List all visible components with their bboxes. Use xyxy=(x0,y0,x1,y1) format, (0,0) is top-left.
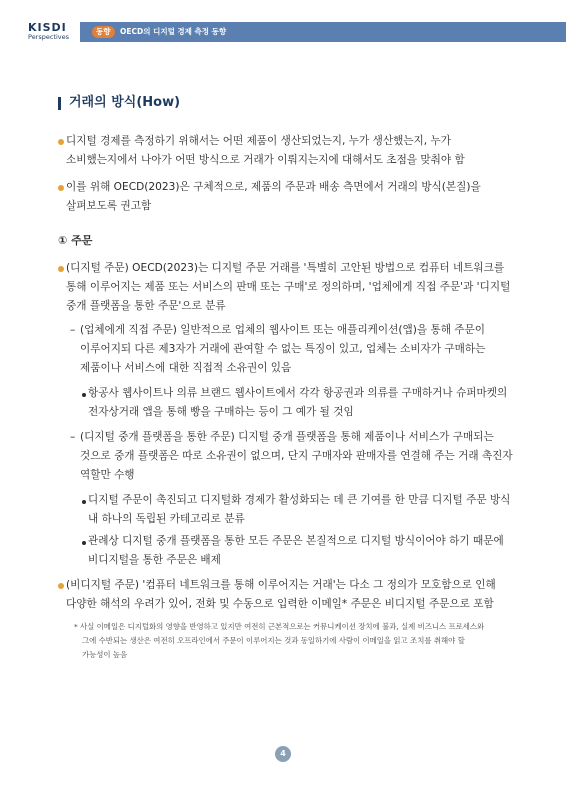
text-line: 관례상 디지털 중개 플랫폼을 통한 모든 주문은 본질적으로 디지털 방식이어야 하기 때문에 xyxy=(88,535,504,547)
text-line: (비디지털 주문) '컴퓨터 네트워크를 통해 이루어지는 거래'는 다소 그 정의가 모호함으로 인해 xyxy=(66,579,496,591)
footnote-line: * 사실 이메일은 디지털화의 영향을 반영하고 있지만 여전히 근본적으로는 커뮤니케이션 장치에 불과, 실제 비즈니스 프로세스와 xyxy=(74,622,485,631)
paragraph-platform-exclusion xyxy=(88,532,516,570)
page-number: 4 xyxy=(275,746,291,762)
dash-marker: – xyxy=(70,324,76,336)
text-line: 중개 플랫폼을 통한 주문'으로 분류 xyxy=(66,300,226,312)
bullet-dot-icon xyxy=(58,583,64,589)
text-line: 항공사 웹사이트나 의류 브랜드 웹사이트에서 각각 항공권과 의류를 구매하거나 슈퍼마켓의 xyxy=(88,387,508,399)
small-bullet-icon xyxy=(82,500,86,504)
text-line: 이루어지되 다른 제3자가 거래에 관여할 수 없는 특징이 있고, 업체는 소비자가 구매하는 xyxy=(80,343,486,355)
paragraph-platform-order xyxy=(80,428,516,485)
text-line: 내 하나의 독립된 카테고리로 분류 xyxy=(88,513,245,525)
text-line: 이를 위해 OECD(2023)은 구체적으로, 제품의 주문과 배송 측면에서 거래의 방식(본질)을 xyxy=(66,181,481,193)
header-bar xyxy=(80,22,566,42)
dash-marker: – xyxy=(70,431,76,443)
category-badge: 동향 xyxy=(92,26,115,38)
text-line: 역할만 수행 xyxy=(80,469,135,481)
page-header xyxy=(0,0,566,44)
text-line: 살펴보도록 권고함 xyxy=(66,200,152,212)
text-line: 비디지털을 통한 주문은 배제 xyxy=(88,554,221,566)
intro-paragraph-2 xyxy=(66,178,516,216)
text-line: 제품이나 서비스에 대한 직접적 소유권이 있음 xyxy=(80,362,292,374)
text-line: (디지털 주문) OECD(2023)는 디지털 주문 거래를 '특별히 고안된 방법으로 컴퓨터 네트워크를 xyxy=(66,262,505,274)
text-line: 전자상거래 앱을 통해 빵을 구매하는 등이 그 예가 될 것임 xyxy=(88,406,354,418)
section-title-text: 거래의 방식(How) xyxy=(69,95,181,110)
text-line: 다양한 해석의 우려가 있어, 전화 및 수동으로 입력한 이메일* 주문은 비디지털 주문으로 포함 xyxy=(66,598,494,610)
text-line: 통해 이루어지는 제품 또는 서비스의 판매 또는 구매'로 정의하며, '업체에게 직접 주문'과 '디지털 xyxy=(66,281,511,293)
kisdi-logo xyxy=(28,22,76,44)
paragraph-digital-order xyxy=(66,259,516,316)
paragraph-direct-order xyxy=(80,321,516,378)
section-title xyxy=(58,95,180,111)
section-marker-icon xyxy=(58,97,61,110)
footnote-line: 가능성이 높음 xyxy=(82,650,128,659)
subheading-order: ① 주문 xyxy=(58,234,93,247)
paragraph-non-digital-order xyxy=(66,576,516,614)
text-line: 것으로 중개 플랫폼은 따로 소유권이 없으며, 단지 구매자와 판매자를 연결해 주는 거래 촉진자 xyxy=(80,450,513,462)
footnote-line: 그에 수반되는 생산은 여전히 오프라인에서 주문이 이루어지는 것과 동일하기에 사람이 이메일을 읽고 조치를 취해야 할 xyxy=(82,636,465,645)
bullet-dot-icon xyxy=(58,266,64,272)
text-line: (디지털 중개 플랫폼을 통한 주문) 디지털 중개 플랫폼을 통해 제품이나 서비스가 구매되는 xyxy=(80,431,494,443)
text-line: (업체에게 직접 주문) 일반적으로 업체의 웹사이트 또는 애플리케이션(앱)을 통해 주문이 xyxy=(80,324,486,336)
small-bullet-icon xyxy=(82,393,86,397)
text-line: 소비했는지에서 나아가 어떤 방식으로 거래가 이뤄지는지에 대해서도 초점을 맞춰야 함 xyxy=(66,154,465,166)
header-title: OECD의 디지털 경제 측정 동향 xyxy=(120,27,227,36)
footnote xyxy=(74,620,510,662)
logo-sub-text: Perspectives xyxy=(28,33,70,41)
text-line: 디지털 경제를 측정하기 위해서는 어떤 제품이 생산되었는지, 누가 생산했는지, 누가 xyxy=(66,135,451,147)
intro-paragraph-1 xyxy=(66,132,516,170)
logo-main-text: KISDI xyxy=(28,21,67,34)
small-bullet-icon xyxy=(82,541,86,545)
text-line: 디지털 주문이 촉진되고 디지털화 경제가 활성화되는 데 큰 기여를 한 만큼 디지털 주문 방식 xyxy=(88,494,511,506)
paragraph-platform-category xyxy=(88,491,516,529)
bullet-dot-icon xyxy=(58,139,64,145)
bullet-dot-icon xyxy=(58,185,64,191)
paragraph-direct-order-example xyxy=(88,384,516,422)
